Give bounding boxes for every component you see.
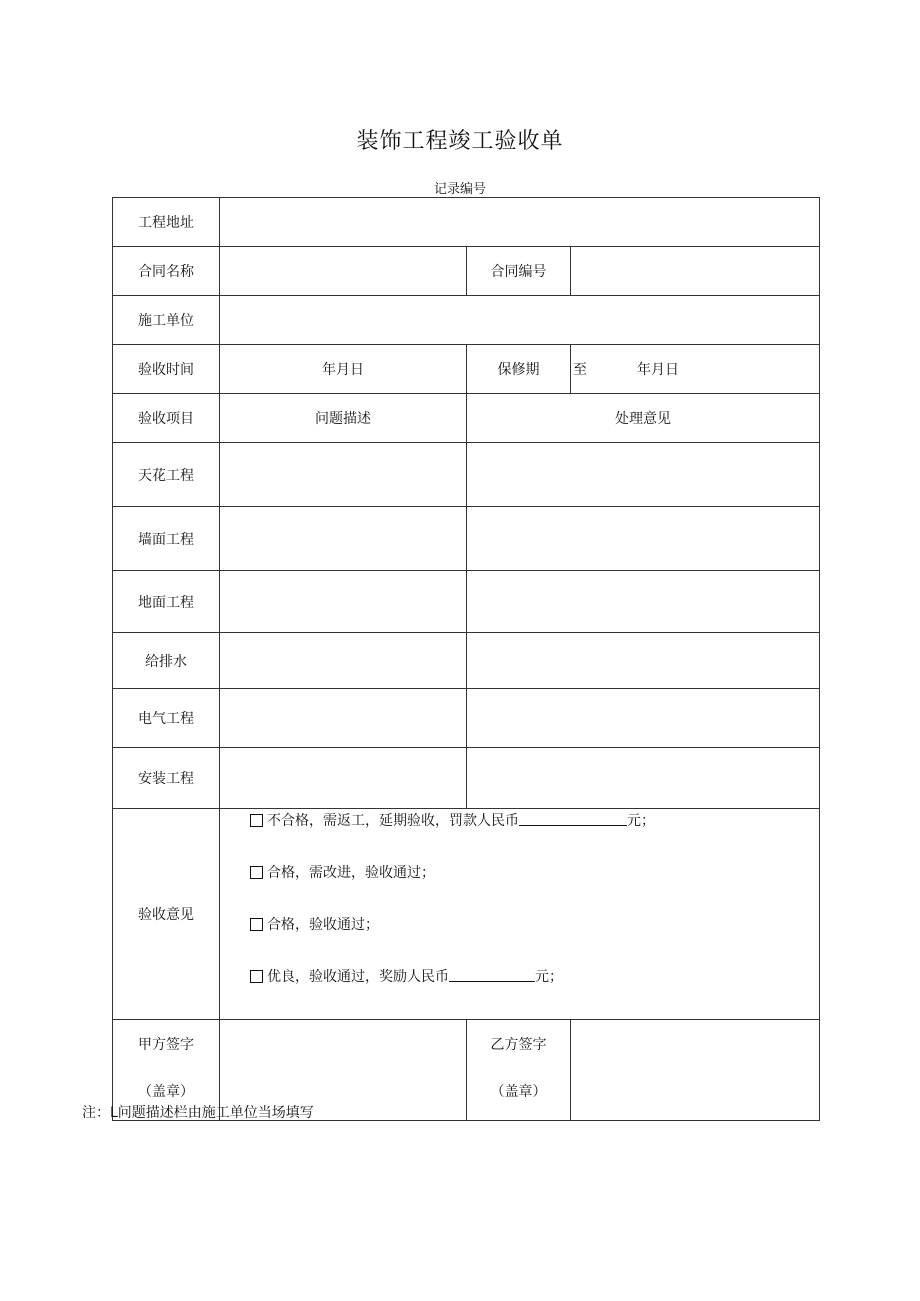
party-a-label: 甲方签字 （盖章） (113, 1020, 220, 1121)
item-label: 墙面工程 (113, 507, 220, 571)
acceptance-time-field[interactable]: 年月日 (220, 345, 467, 394)
problem-field[interactable] (220, 633, 467, 689)
table-row (113, 443, 820, 507)
warranty-date: 年月日 (637, 362, 679, 378)
row-items-header (113, 394, 820, 443)
handling-field[interactable] (467, 571, 820, 633)
items-header-item: 验收项目 (113, 394, 220, 443)
item-label: 电气工程 (113, 689, 220, 748)
row-contract (113, 247, 820, 296)
item-label: 给排水 (113, 633, 220, 689)
reward-amount-blank[interactable] (449, 967, 535, 982)
page-title: 装饰工程竣工验收单 (356, 129, 564, 154)
handling-field[interactable] (467, 507, 820, 571)
warranty-to-label: 至 (573, 362, 587, 378)
acceptance-time-label: 验收时间 (113, 345, 220, 394)
opinion-option-pass[interactable]: 合格，验收通过； (250, 915, 819, 967)
contract-name-field[interactable] (220, 247, 467, 296)
table-row (113, 571, 820, 633)
problem-field[interactable] (220, 443, 467, 507)
checkbox[interactable] (250, 814, 263, 827)
address-label: 工程地址 (113, 198, 220, 247)
party-b-signature-field[interactable] (571, 1020, 820, 1121)
row-contractor (113, 296, 820, 345)
table-row (113, 633, 820, 689)
items-header-handling: 处理意见 (467, 394, 820, 443)
row-acceptance-time (113, 345, 820, 394)
item-label: 安装工程 (113, 748, 220, 809)
checkbox[interactable] (250, 918, 263, 931)
problem-field[interactable] (220, 748, 467, 809)
contract-name-label: 合同名称 (113, 247, 220, 296)
acceptance-form-table (112, 197, 820, 1121)
item-label: 地面工程 (113, 571, 220, 633)
row-opinion (113, 809, 820, 1020)
handling-field[interactable] (467, 633, 820, 689)
item-label: 天花工程 (113, 443, 220, 507)
handling-field[interactable] (467, 689, 820, 748)
handling-field[interactable] (467, 443, 820, 507)
footnote: 注：L问题描述栏由施工单位当场填写 (82, 1105, 314, 1121)
opinion-option-excellent[interactable]: 优良，验收通过，奖励人民币 元； (250, 967, 819, 1019)
contractor-field[interactable] (220, 296, 820, 345)
items-header-problem: 问题描述 (220, 394, 467, 443)
handling-field[interactable] (467, 748, 820, 809)
opinion-label: 验收意见 (113, 809, 220, 1020)
warranty-field[interactable] (571, 345, 820, 394)
contractor-label: 施工单位 (113, 296, 220, 345)
opinion-options (220, 809, 820, 1020)
row-address (113, 198, 820, 247)
contract-no-label: 合同编号 (467, 247, 571, 296)
record-number-label: 记录编号 (434, 182, 487, 197)
checkbox[interactable] (250, 970, 263, 983)
problem-field[interactable] (220, 689, 467, 748)
penalty-amount-blank[interactable] (519, 811, 627, 826)
opinion-option-pass-improve[interactable]: 合格，需改进，验收通过； (250, 863, 819, 915)
table-row (113, 689, 820, 748)
warranty-label: 保修期 (467, 345, 571, 394)
checkbox[interactable] (250, 866, 263, 879)
opinion-option-fail[interactable]: 不合格，需返工，延期验收，罚款人民币 元； (250, 811, 819, 863)
table-row (113, 748, 820, 809)
table-row (113, 507, 820, 571)
party-b-label: 乙方签字 （盖章） (467, 1020, 571, 1121)
problem-field[interactable] (220, 507, 467, 571)
contract-no-field[interactable] (571, 247, 820, 296)
address-field[interactable] (220, 198, 820, 247)
problem-field[interactable] (220, 571, 467, 633)
